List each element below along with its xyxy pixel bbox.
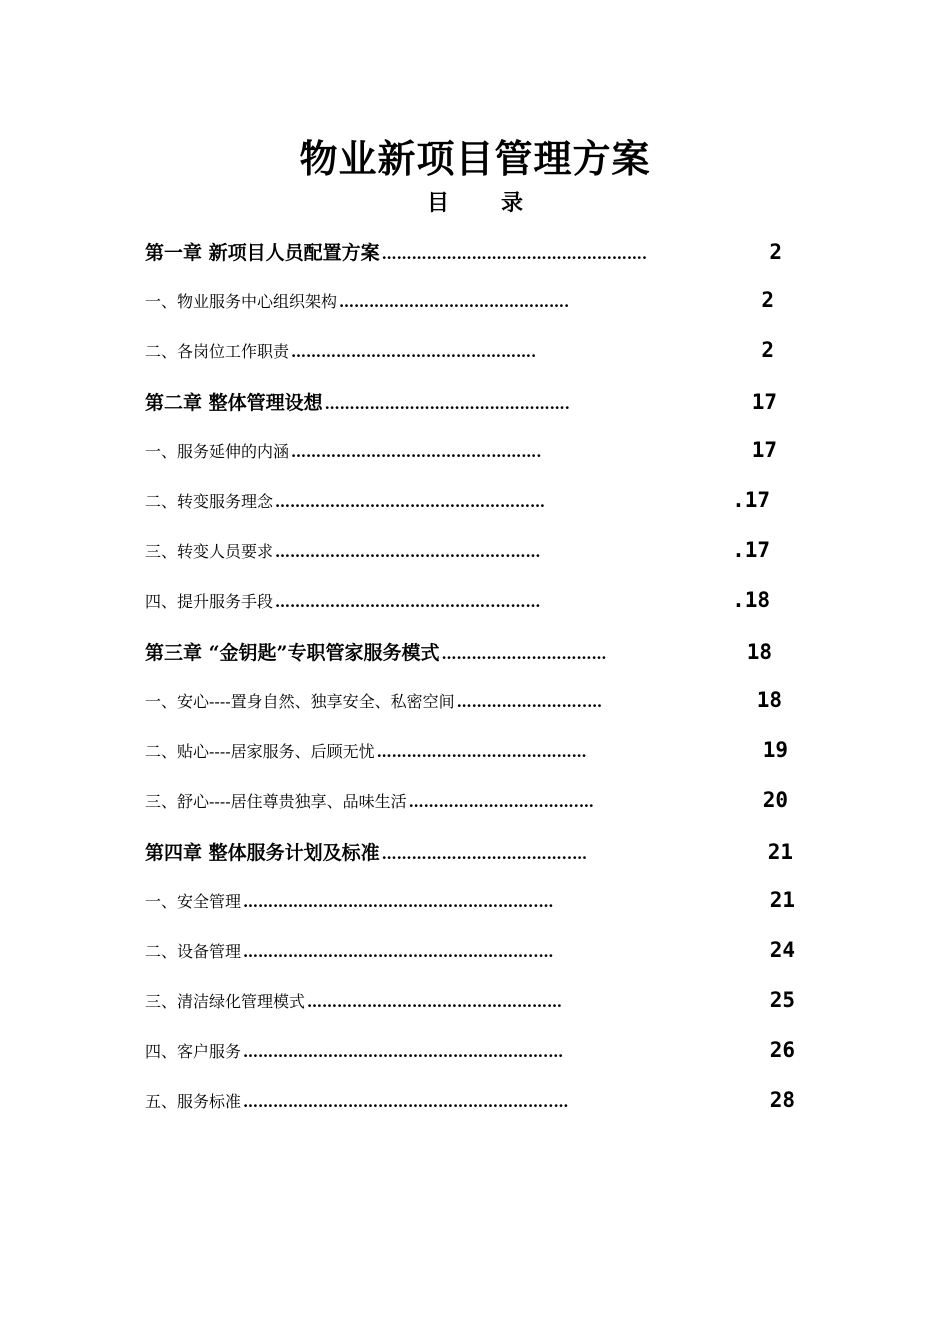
toc-page-number: 2 (769, 240, 782, 264)
toc-page-number: 28 (769, 1088, 795, 1112)
toc-dot-leader: …………………………………………. (324, 395, 570, 413)
toc-page-number: 21 (767, 840, 793, 864)
toc-entry-label: 二、贴心----居家服务、后顾无忧 (145, 742, 375, 761)
toc-page-number: 2 (761, 338, 774, 362)
toc-dot-leader: ………………………………………. (339, 293, 570, 311)
toc-section-row (145, 538, 770, 570)
toc-chapter-row (145, 638, 772, 670)
toc-dot-leader: ……………………..… (456, 693, 603, 711)
toc-dot-leader: …………………………………… (376, 743, 587, 761)
toc-dot-leader: ……………………………………..……… (275, 593, 541, 611)
toc-section-row (145, 888, 795, 920)
toc-entry-label: 第二章 整体管理设想 (145, 392, 323, 414)
toc-section-row (145, 338, 774, 370)
toc-dot-leader: ………………………………….…………. (381, 245, 648, 263)
toc-section-row (145, 438, 777, 470)
toc-entry-label: 三、舒心----居住尊贵独享、品味生活 (145, 792, 407, 811)
toc-entry-label: 二、各岗位工作职责 (145, 342, 290, 361)
toc-entry-label: 一、安全管理 (145, 892, 242, 911)
toc-section-row (145, 788, 788, 820)
toc-entry-label: 第三章 “金钥匙”专职管家服务模式 (145, 642, 440, 664)
toc-entry-label: 一、服务延伸的内涵 (145, 442, 290, 461)
toc-page-number: 26 (769, 1038, 795, 1062)
toc-page-number: .17 (732, 488, 770, 512)
toc-page-number: .18 (732, 588, 770, 612)
toc-entry-label: 四、提升服务手段 (145, 592, 274, 611)
document-title: 物业新项目管理方案 (299, 136, 651, 181)
toc-dot-leader: …………………………………………………….… (243, 1043, 564, 1061)
toc-page-number: 21 (769, 888, 795, 912)
toc-page-number: 19 (762, 738, 788, 762)
toc-dot-leader: ………………………………..… (381, 845, 588, 863)
toc-chapter-row (145, 388, 777, 420)
toc-dot-leader: ………………………………………..…… (275, 543, 541, 561)
toc-page-number: 18 (746, 640, 772, 664)
toc-dot-leader: …………………………………………………..… (243, 943, 554, 961)
toc-entry-label: 第一章 新项目人员配置方案 (145, 242, 380, 264)
toc-section-row (145, 988, 795, 1020)
toc-section-row (145, 488, 770, 520)
toc-dot-leader: …………………………… (441, 645, 607, 663)
toc-section-row (145, 1038, 795, 1070)
toc-section-row (145, 738, 788, 770)
toc-dot-leader: …………………………………………… (307, 993, 563, 1011)
toc-page-number: .17 (732, 538, 770, 562)
toc-page-number: 2 (761, 288, 774, 312)
toc-entry-label: 三、清洁绿化管理模式 (145, 992, 306, 1011)
toc-dot-leader: …………………………………………. (291, 343, 537, 361)
toc-dot-leader: …………………………….… (408, 793, 594, 811)
toc-dot-leader: ……………………………………………… (275, 493, 546, 511)
toc-chapter-row (145, 238, 782, 270)
toc-page-number: 24 (769, 938, 795, 962)
toc-dot-leader: ………………………………….………. (291, 443, 542, 461)
toc-section-row (145, 938, 795, 970)
toc-section-row (145, 1088, 795, 1120)
toc-heading-right: 录 (501, 190, 524, 216)
toc-page-number: 20 (762, 788, 788, 812)
toc-entry-label: 一、物业服务中心组织架构 (145, 292, 338, 311)
toc-dot-leader: …………………………………………………..… (243, 893, 554, 911)
toc-entry-label: 第四章 整体服务计划及标准 (145, 842, 380, 864)
toc-entry-label: 五、服务标准 (145, 1092, 242, 1111)
toc-section-row (145, 288, 774, 320)
toc-entry-label: 四、客户服务 (145, 1042, 242, 1061)
toc-entry-label: 一、安心----置身自然、独享安全、私密空间 (145, 692, 455, 711)
toc-entry-label: 二、转变服务理念 (145, 492, 274, 511)
toc-entry-label: 三、转变人员要求 (145, 542, 274, 561)
toc-section-row (145, 688, 782, 720)
toc-dot-leader: ……………………………………………………..… (243, 1093, 569, 1111)
toc-chapter-row (145, 838, 793, 870)
toc-page-number: 25 (769, 988, 795, 1012)
toc-page-number: 18 (756, 688, 782, 712)
toc-entry-label: 二、设备管理 (145, 942, 242, 961)
toc-page-number: 17 (751, 390, 777, 414)
toc-section-row (145, 588, 770, 620)
toc-page-number: 17 (751, 438, 777, 462)
toc-heading-left: 目 (426, 190, 449, 216)
